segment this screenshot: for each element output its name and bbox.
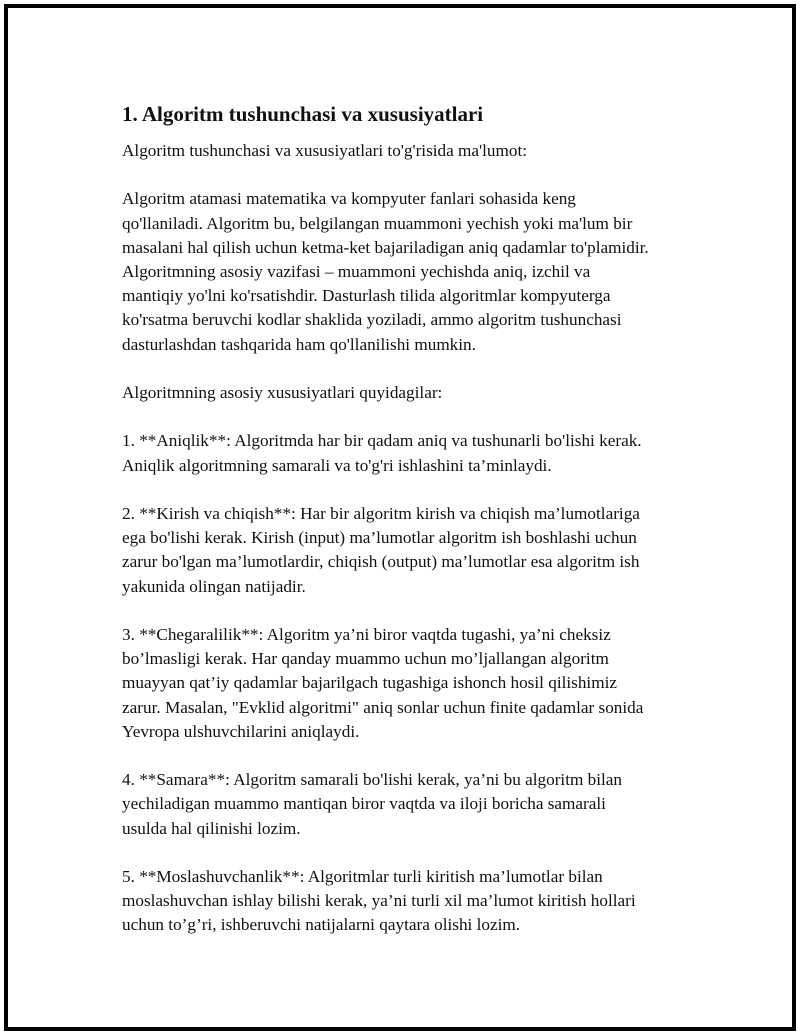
paragraph xyxy=(122,381,702,405)
paragraph xyxy=(122,502,702,599)
paragraph xyxy=(122,768,702,841)
text-line: ega bo'lishi kerak. Kirish (input) ma’lumotlar algoritm ish boshlashi uchun xyxy=(122,528,637,548)
text-line: dasturlashdan tashqarida ham qo'llanilishi mumkin. xyxy=(122,334,476,354)
text-line: yakunida olingan natijadir. xyxy=(122,576,306,596)
text-line: 2. **Kirish va chiqish**: Har bir algoritm kirish va chiqish ma’lumotlariga xyxy=(122,503,640,523)
text-line: Aniqlik algoritmning samarali va to'g'ri ishlashini ta’minlaydi. xyxy=(122,455,552,475)
paragraph xyxy=(122,429,702,477)
text-line: qo'llaniladi. Algoritm bu, belgilangan muammoni yechish yoki ma'lum bir xyxy=(122,213,633,233)
text-line: moslashuvchan ishlay bilishi kerak, ya’ni turli xil ma’lumot kiritish hollari xyxy=(122,891,636,911)
document-title: 1. Algoritm tushunchasi va xususiyatlari xyxy=(122,102,484,126)
paragraph xyxy=(122,865,702,938)
text-line: yechiladigan muammo mantiqan biror vaqtda va iloji boricha samarali xyxy=(122,794,606,814)
text-line: masalani hal qilish uchun ketma-ket bajariladigan aniq qadamlar to'plamidir. xyxy=(122,237,649,257)
text-line: zarur. Masalan, "Evklid algoritmi" aniq sonlar uchun finite qadamlar sonida xyxy=(122,697,644,717)
text-line: Algoritmning asosiy xususiyatlari quyidagilar: xyxy=(122,383,443,402)
paragraph xyxy=(122,623,702,744)
text-line: Algoritm tushunchasi va xususiyatlari to'g'risida ma'lumot: xyxy=(122,141,528,160)
page-frame xyxy=(4,4,796,1031)
text-line: mantiqiy yo'lni ko'rsatishdir. Dasturlash tilida algoritmlar kompyuterga xyxy=(122,286,611,306)
text-line: ko'rsatma beruvchi kodlar shaklida yoziladi, ammo algoritm tushunchasi xyxy=(122,310,622,330)
text-line: Algoritmning asosiy vazifasi – muammoni yechishda aniq, izchil va xyxy=(122,262,591,281)
text-line: 1. **Aniqlik**: Algoritmda har bir qadam aniq va tushunarli bo'lishi kerak. xyxy=(122,431,642,451)
text-line: 3. **Chegaralilik**: Algoritm ya’ni biror vaqtda tugashi, ya’ni cheksiz xyxy=(122,624,611,644)
document-body xyxy=(122,100,702,962)
text-line: 5. **Moslashuvchanlik**: Algoritmlar turli kiritish ma’lumotlar bilan xyxy=(122,866,603,886)
text-line: muayyan qat’iy qadamlar bajarilgach tugashiga ishonch hosil qilishimiz xyxy=(122,673,617,693)
text-line: usulda hal qilinishi lozim. xyxy=(122,818,301,838)
text-line: bo’lmasligi kerak. Har qanday muammo uchun mo’ljallangan algoritm xyxy=(122,649,609,669)
paragraph xyxy=(122,187,702,356)
text-line: Yevropa ulshuvchilarini aniqlaydi. xyxy=(122,721,360,741)
text-line: Algoritm atamasi matematika va kompyuter fanlari sohasida keng xyxy=(122,189,576,209)
text-line: uchun to’g’ri, ishberuvchi natijalarni qaytara olishi lozim. xyxy=(122,915,521,935)
text-line: 4. **Samara**: Algoritm samarali bo'lishi kerak, ya’ni bu algoritm bilan xyxy=(122,770,622,790)
text-line: zarur bo'lgan ma’lumotlardir, chiqish (output) ma’lumotlar esa algoritm ish xyxy=(122,552,640,572)
paragraph xyxy=(122,139,702,163)
paragraph-list xyxy=(122,139,702,938)
